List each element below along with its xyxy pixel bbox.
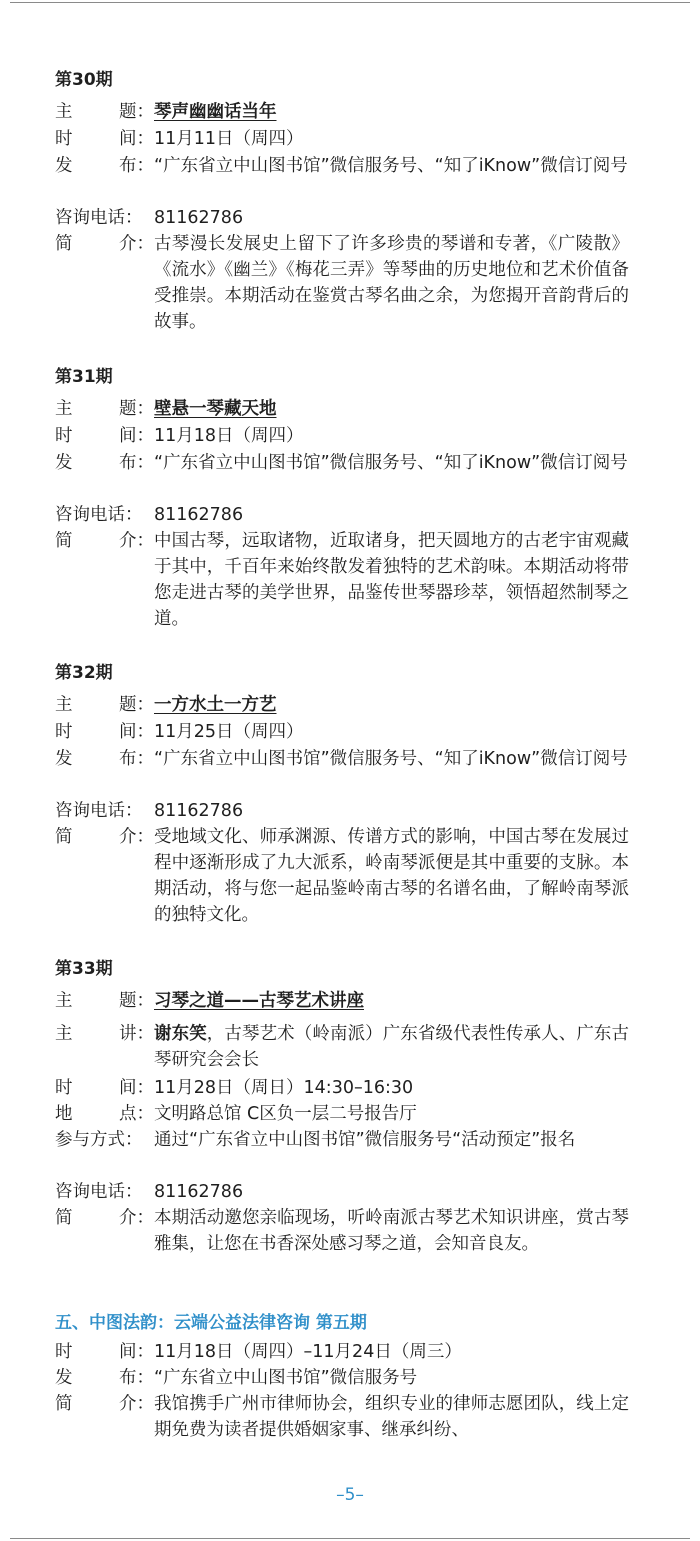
issue-33-speaker-row xyxy=(55,1021,655,1073)
issue-33-title: 第33期 xyxy=(55,959,113,979)
phone-label: 咨询电话： xyxy=(55,801,143,821)
issue-32-publish-row xyxy=(55,746,655,772)
intro-label: 简 介： xyxy=(55,1208,154,1228)
publish-label: 发 布： xyxy=(55,1368,154,1388)
phone-label: 咨询电话： xyxy=(55,505,143,525)
issue-32-phone: 81162786 xyxy=(154,801,244,821)
issue-32-topic-row xyxy=(55,692,655,718)
issue-31-publish-row xyxy=(55,450,655,476)
issue-31-intro-row xyxy=(55,528,655,632)
issue-33-place-row xyxy=(55,1101,655,1127)
publish-label: 发 布： xyxy=(55,156,154,176)
issue-32-title: 第32期 xyxy=(55,663,113,683)
section-5-intro: 我馆携手广州市律师协会，组织专业的律师志愿团队，线上定期免费为读者提供婚姻家事、继承纠纷、 xyxy=(154,1394,629,1440)
issue-32-time: 11月25日（周四） xyxy=(154,722,304,742)
bottom-rule xyxy=(10,1538,690,1539)
publish-label: 发 布： xyxy=(55,749,154,769)
issue-31-intro: 中国古琴，远取诸物，近取诸身，把天圆地方的古老宇宙观藏于其中，千百年来始终散发着独特的艺术韵味。本期活动将带您走进古琴的美学世界，品鉴传世琴器珍萃，领悟超然制琴之道。 xyxy=(154,531,629,629)
issue-30-publish-row xyxy=(55,153,655,179)
issue-30-time: 11月11日（周四） xyxy=(154,129,304,149)
issue-31-phone: 81162786 xyxy=(154,505,244,525)
issue-33-join: 通过“广东省立中山图书馆”微信服务号“活动预定”报名 xyxy=(154,1130,576,1150)
issue-30-topic: 琴声幽幽话当年 xyxy=(154,102,277,122)
page-number: –5– xyxy=(336,1485,364,1505)
intro-label: 简 介： xyxy=(55,531,154,551)
time-label: 时 间： xyxy=(55,426,154,446)
issue-30-phone: 81162786 xyxy=(154,208,244,228)
join-label: 参与方式： xyxy=(55,1130,143,1150)
phone-label: 咨询电话： xyxy=(55,1182,143,1202)
issue-33-phone-row xyxy=(55,1179,655,1205)
section-5-time: 11月18日（周四）–11月24日（周三） xyxy=(154,1342,462,1362)
issue-31-topic: 壁悬一琴藏天地 xyxy=(154,399,277,419)
publish-label: 发 布： xyxy=(55,453,154,473)
section-5-title: 五、中图法韵：云端公益法律咨询 第五期 xyxy=(55,1313,367,1333)
issue-31-phone-row xyxy=(55,502,655,528)
issue-32-publish: “广东省立中山图书馆”微信服务号、“知了iKnow”微信订阅号 xyxy=(154,749,628,769)
issue-30-intro-row xyxy=(55,231,655,335)
issue-31-time-row xyxy=(55,423,655,449)
issue-30-time-row xyxy=(55,126,655,152)
issue-31-time: 11月18日（周四） xyxy=(154,426,304,446)
issue-32-intro: 受地域文化、师承渊源、传谱方式的影响，中国古琴在发展过程中逐渐形成了九大派系，岭南琴派便是其中重要的支脉。本期活动，将与您一起品鉴岭南古琴的名谱名曲，了解岭南琴派的独特文化。 xyxy=(154,827,629,925)
issue-30-topic-row xyxy=(55,99,655,125)
issue-33-join-row xyxy=(55,1127,655,1153)
top-rule xyxy=(10,2,690,3)
topic-label: 主 题： xyxy=(55,102,154,122)
issue-33-phone: 81162786 xyxy=(154,1182,244,1202)
time-label: 时 间： xyxy=(55,129,154,149)
intro-label: 简 介： xyxy=(55,827,154,847)
issue-33-topic-row xyxy=(55,988,655,1014)
topic-label: 主 题： xyxy=(55,991,154,1011)
issue-32-intro-row xyxy=(55,824,655,928)
issue-30-title: 第30期 xyxy=(55,70,113,90)
topic-label: 主 题： xyxy=(55,399,154,419)
issue-33-time: 11月28日（周日）14:30–16:30 xyxy=(154,1078,414,1098)
intro-label: 简 介： xyxy=(55,234,154,254)
time-label: 时 间： xyxy=(55,1342,154,1362)
issue-33-speaker xyxy=(154,1021,629,1073)
section-5-publish: “广东省立中山图书馆”微信服务号 xyxy=(154,1368,418,1388)
issue-33-time-row xyxy=(55,1075,655,1101)
issue-32-phone-row xyxy=(55,798,655,824)
section-5-time-row xyxy=(55,1339,655,1365)
issue-30-publish: “广东省立中山图书馆”微信服务号、“知了iKnow”微信订阅号 xyxy=(154,156,628,176)
intro-label: 简 介： xyxy=(55,1394,154,1414)
issue-32-topic: 一方水土一方艺 xyxy=(154,695,277,715)
issue-33-place: 文明路总馆 C区负一层二号报告厅 xyxy=(154,1104,417,1124)
phone-label: 咨询电话： xyxy=(55,208,143,228)
place-label: 地 点： xyxy=(55,1104,154,1124)
time-label: 时 间： xyxy=(55,1078,154,1098)
topic-label: 主 题： xyxy=(55,695,154,715)
section-5-intro-row xyxy=(55,1391,655,1443)
speaker-name: 谢东笑 xyxy=(154,1024,207,1044)
speaker-label: 主 讲： xyxy=(55,1024,154,1044)
issue-31-publish: “广东省立中山图书馆”微信服务号、“知了iKnow”微信订阅号 xyxy=(154,453,628,473)
issue-31-topic-row xyxy=(55,396,655,422)
issue-33-intro: 本期活动邀您亲临现场，听岭南派古琴艺术知识讲座，赏古琴雅集，让您在书香深处感习琴之道，会知音良友。 xyxy=(154,1208,629,1254)
speaker-desc: ，古琴艺术（岭南派）广东省级代表性传承人、广东古琴研究会会长 xyxy=(154,1024,630,1070)
issue-32-time-row xyxy=(55,719,655,745)
issue-33-topic: 习琴之道——古琴艺术讲座 xyxy=(154,991,364,1011)
issue-30-phone-row xyxy=(55,205,655,231)
time-label: 时 间： xyxy=(55,722,154,742)
section-5-publish-row xyxy=(55,1365,655,1391)
issue-31-title: 第31期 xyxy=(55,367,113,387)
issue-33-intro-row xyxy=(55,1205,655,1257)
issue-30-intro: 古琴漫长发展史上留下了许多珍贵的琴谱和专著，《广陵散》《流水》《幽兰》《梅花三弄》等琴曲的历史地位和艺术价值备受推崇。本期活动在鉴赏古琴名曲之余，为您揭开音韵背后的故事。 xyxy=(154,234,629,332)
